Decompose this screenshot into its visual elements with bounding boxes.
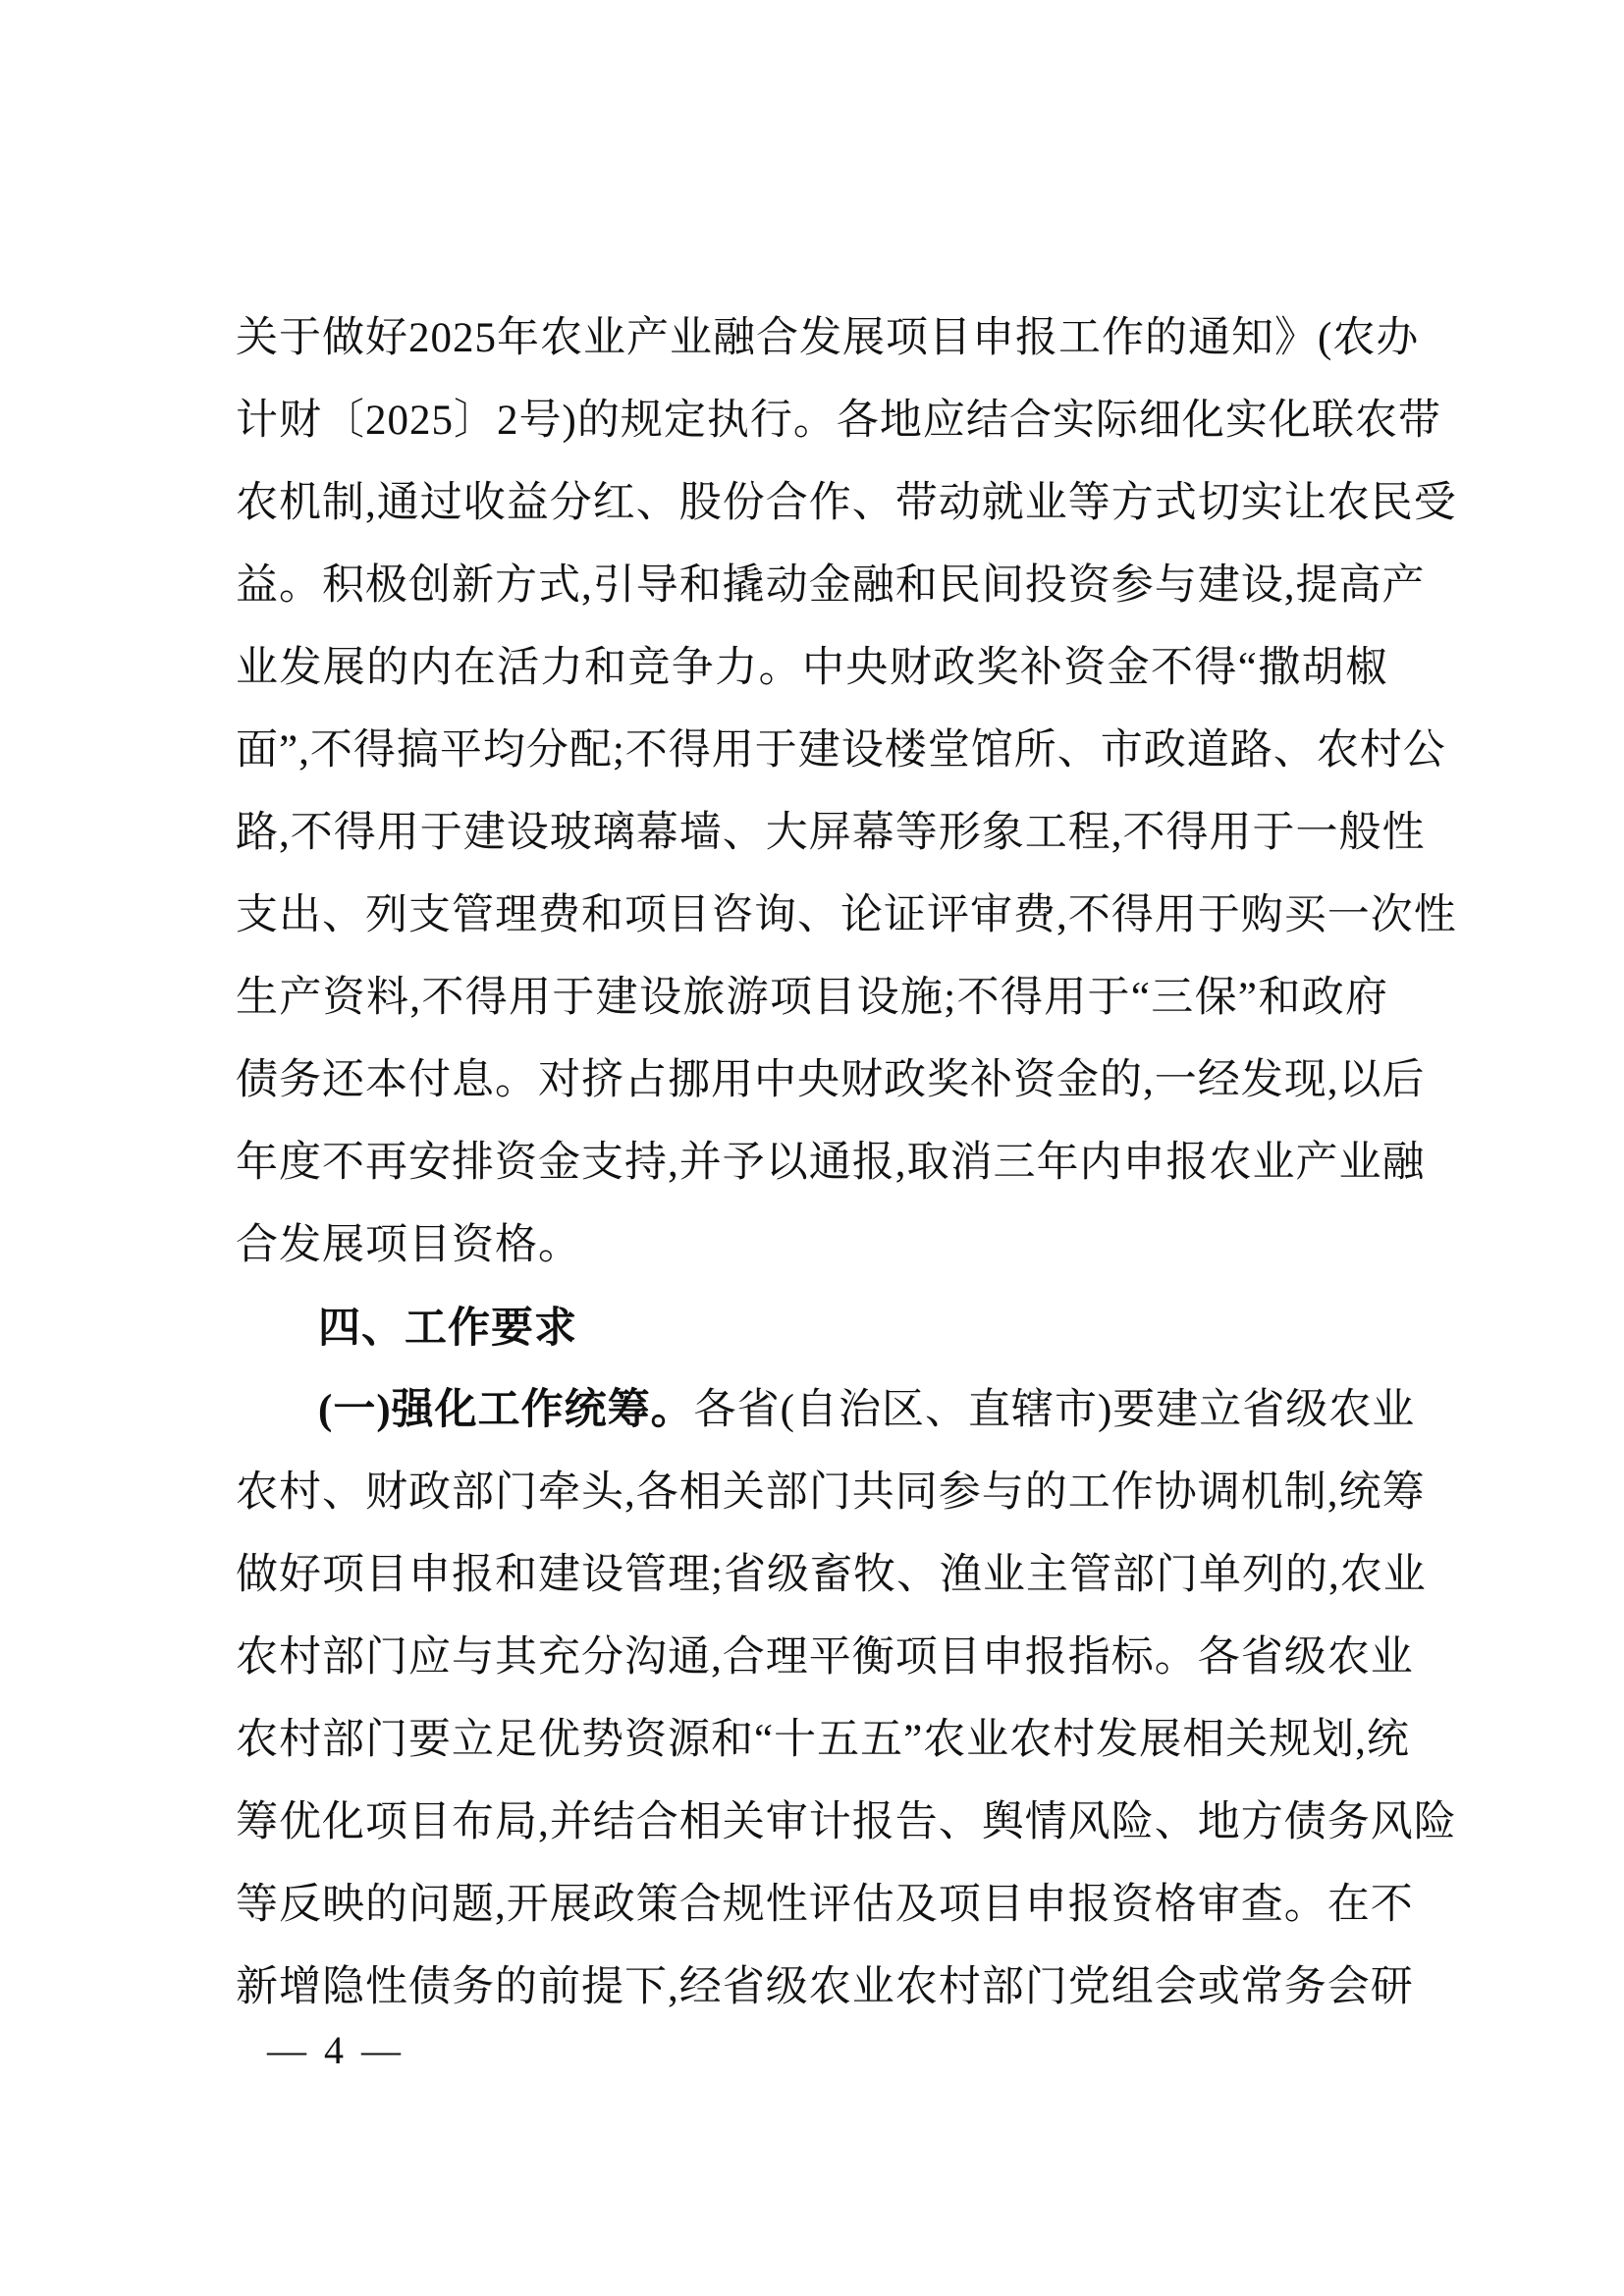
page-number: — 4 —	[267, 2028, 405, 2072]
paragraph-first-line	[236, 1369, 1416, 1452]
body-line: 生产资料,不得用于建设旅游项目设施;不得用于“三保”和政府	[236, 975, 1388, 1021]
body-line: 年度不再安排资金支持,并予以通报,取消三年内申报农业产业融	[236, 1140, 1426, 1186]
body-line: 筹优化项目布局,并结合相关审计报告、舆情风险、地方债务风险	[236, 1799, 1457, 1845]
body-line: 等反映的问题,开展政策合规性评估及项目申报资格审查。在不	[236, 1882, 1414, 1928]
body-line: 做好项目申报和建设管理;省级畜牧、渔业主管部门单列的,农业	[236, 1552, 1427, 1598]
body-line: 支出、列支管理费和项目咨询、论证评审费,不得用于购买一次性	[236, 892, 1457, 938]
body-line: 路,不得用于建设玻璃幕墙、大屏幕等形象工程,不得用于一般性	[236, 810, 1426, 856]
body-line: 农村、财政部门牵头,各相关部门共同参与的工作协调机制,统筹	[236, 1469, 1426, 1516]
body-line: 益。积极创新方式,引导和撬动金融和民间投资参与建设,提高产	[236, 562, 1426, 609]
body-line: 农村部门要立足优势资源和“十五五”农业农村发展相关规划,统	[236, 1717, 1410, 1763]
section-heading: 四、工作要求	[318, 1305, 577, 1352]
body-line: 业发展的内在活力和竞争力。中央财政奖补资金不得“撒胡椒	[236, 645, 1388, 691]
body-line: 关于做好2025年农业产业融合发展项目申报工作的通知》(农办	[236, 315, 1420, 361]
paragraph-lead-rest: 各省(自治区、直辖市)要建立省级农业	[693, 1387, 1416, 1433]
body-line: 面”,不得搞平均分配;不得用于建设楼堂馆所、市政道路、农村公	[236, 727, 1446, 774]
body-line: 债务还本付息。对挤占挪用中央财政奖补资金的,一经发现,以后	[236, 1057, 1426, 1103]
body-line: 计财〔2025〕2号)的规定执行。各地应结合实际细化实化联农带	[236, 398, 1441, 444]
body-line: 新增隐性债务的前提下,经省级农业农村部门党组会或常务会研	[236, 1964, 1414, 2010]
body-line: 农村部门应与其充分沟通,合理平衡项目申报指标。各省级农业	[236, 1634, 1414, 1681]
body-line: 农机制,通过收益分红、股份合作、带动就业等方式切实让农民受	[236, 480, 1457, 526]
body-line: 合发展项目资格。	[236, 1222, 581, 1268]
text-block	[236, 297, 1457, 2029]
paragraph-lead-bold: (一)强化工作统筹。	[318, 1387, 694, 1433]
